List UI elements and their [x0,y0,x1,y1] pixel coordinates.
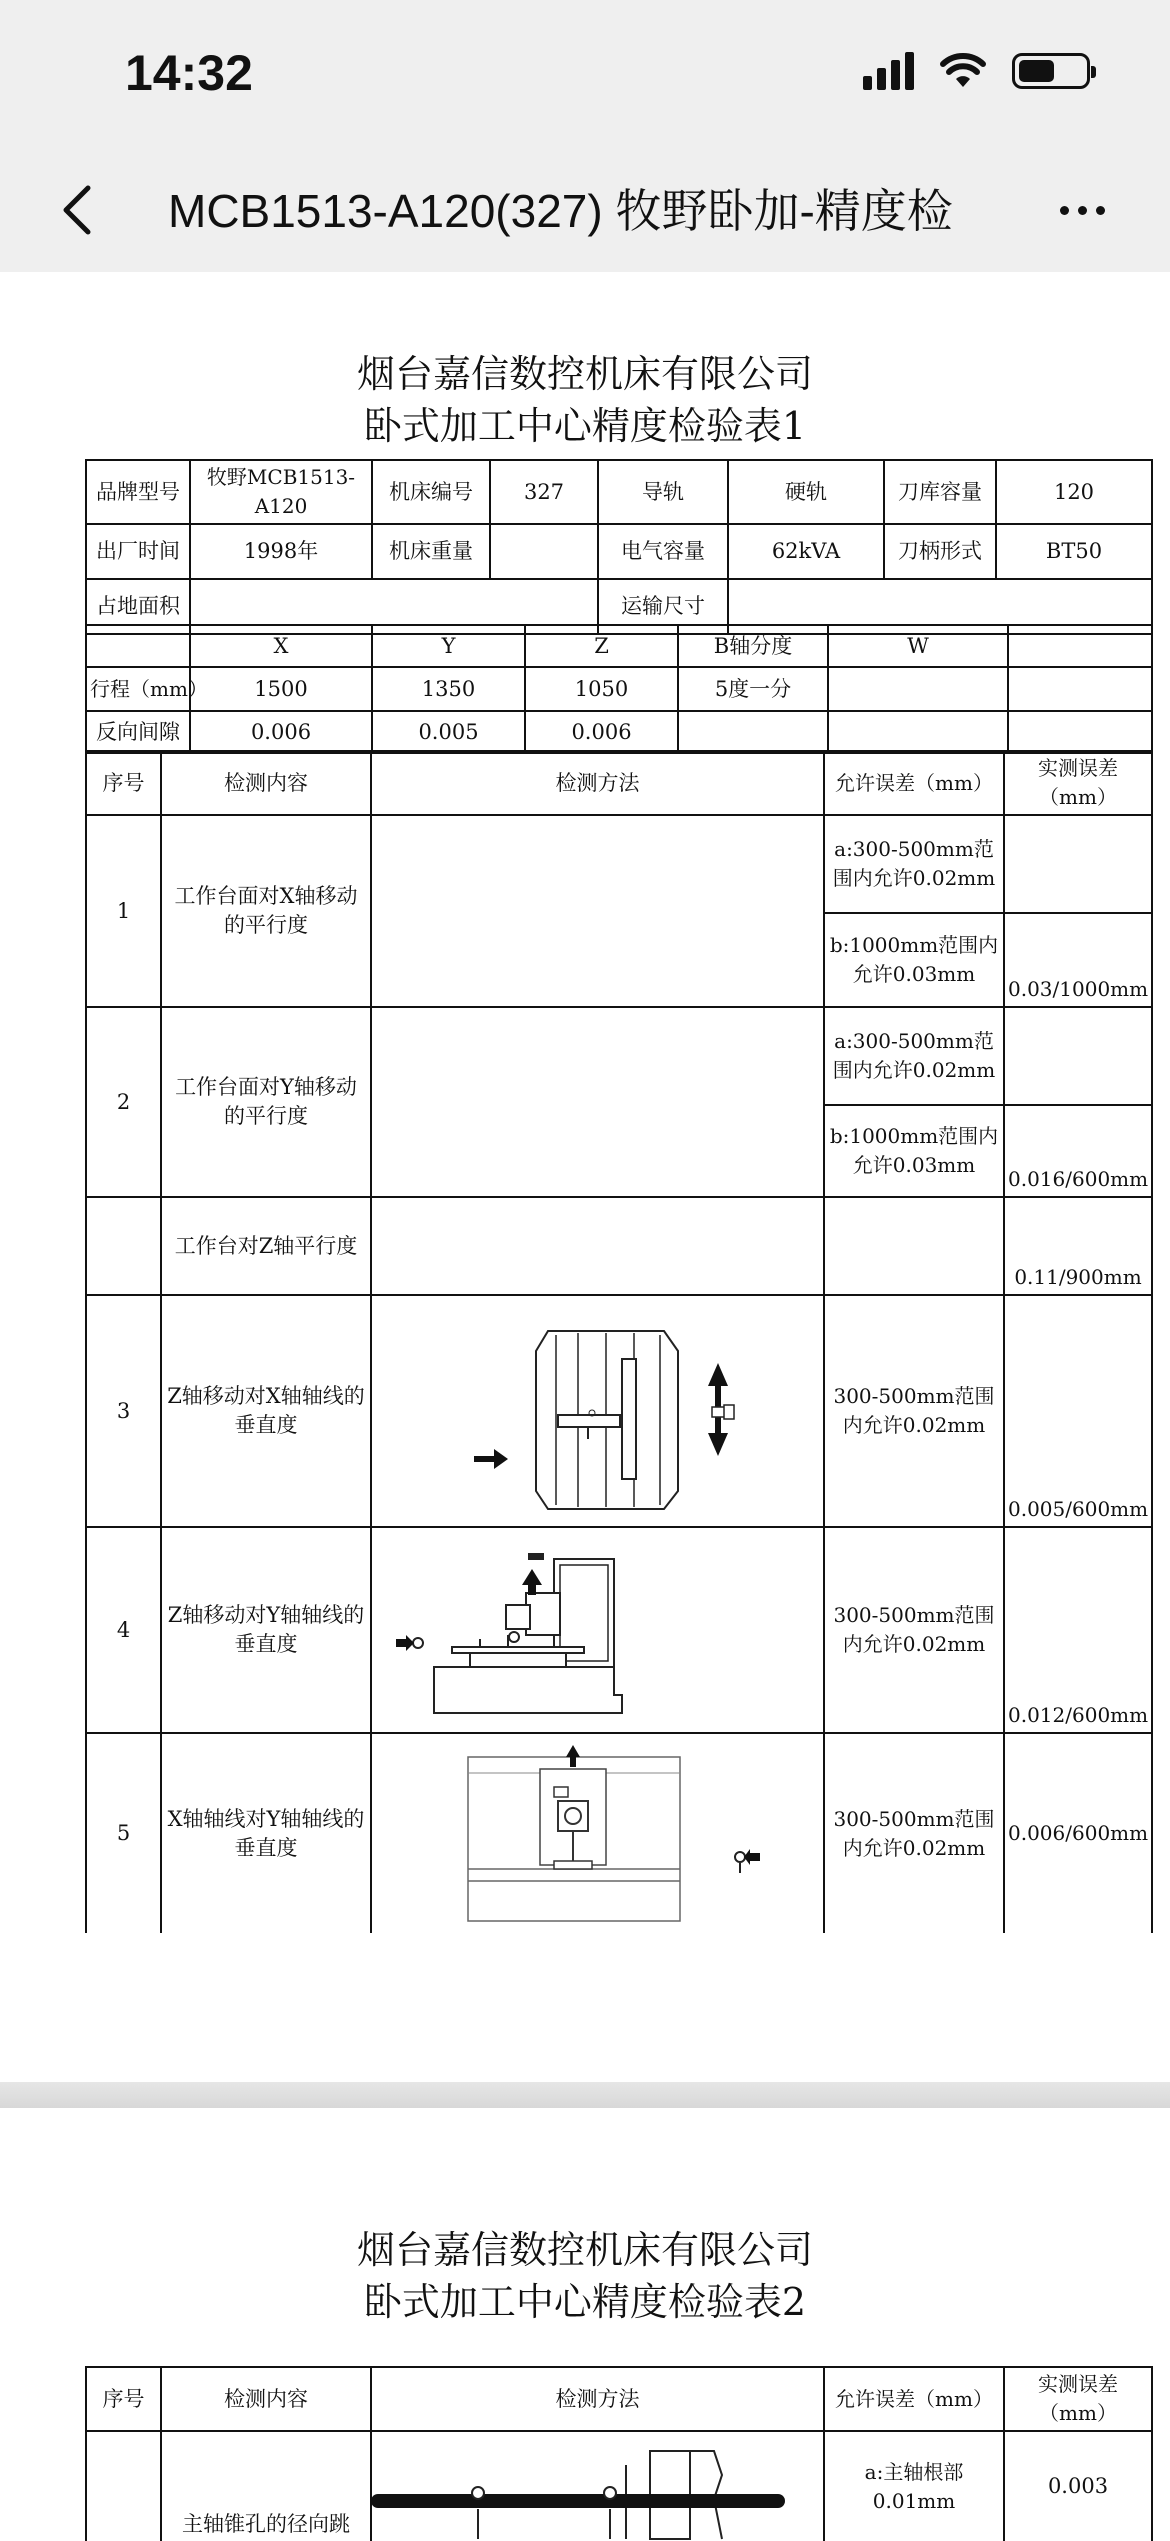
chevron-left-icon [62,184,92,236]
info-label-magazine: 刀库容量 [884,460,996,524]
row-tolerance-b: b:1000mm范围内允许0.03mm [824,913,1004,1007]
header-no: 序号 [86,2367,161,2431]
header-no: 序号 [86,751,161,815]
row-measured: 0.003 [1004,2431,1152,2541]
info-label-date: 出厂时间 [86,524,190,579]
backlash-y: 0.005 [372,711,525,753]
cellular-signal-icon [863,52,914,90]
row-method [371,1007,824,1197]
row-no: 4 [86,1527,161,1733]
header-tolerance: 允许误差（mm） [824,751,1004,815]
info-value-tool-holder: BT50 [996,524,1152,579]
header-tolerance: 允许误差（mm） [824,2367,1004,2431]
row-measured-a [1004,1007,1152,1105]
row-measured: 0.005/600mm [1004,1295,1152,1527]
row-measured: 0.012/600mm [1004,1527,1152,1733]
row-method-diagram [371,1733,824,1933]
z-x-perpendicularity-diagram [378,1301,818,1521]
stroke-y: 1350 [372,667,525,711]
row-tolerance-a: a:300-500mm范围内允许0.02mm [824,1007,1004,1105]
row-content: Z轴移动对Y轴轴线的垂直度 [161,1527,371,1733]
row-measured: 0.11/900mm [1004,1197,1152,1295]
spindle-runout-diagram [378,2435,818,2539]
axis-header-cell [1008,625,1152,667]
row-no: 3 [86,1295,161,1527]
stroke-label: 行程（mm） [86,667,190,711]
nav-bar [0,150,1170,272]
z-y-perpendicularity-diagram [378,1535,818,1725]
info-value-machine-no: 327 [490,460,598,524]
x-y-perpendicularity-diagram [378,1739,818,1929]
company-name: 烟台嘉信数控机床有限公司 [356,2228,813,2272]
wifi-icon [940,53,986,89]
stroke-b: 5度一分 [678,667,828,711]
info-value-date: 1998年 [190,524,372,579]
row-measured: 0.006/600mm [1004,1733,1152,1933]
nav-title: MCB1513-A120(327) 牧野卧加-精度检 [168,185,953,237]
row-content: 工作台面对X轴移动的平行度 [161,815,371,1007]
row-tolerance: 300-500mm范围内允许0.02mm [824,1295,1004,1527]
row-content: Z轴移动对X轴轴线的垂直度 [161,1295,371,1527]
battery-icon [1012,53,1090,89]
info-label-area: 占地面积 [86,579,190,634]
header-measured: 实测误差（mm） [1004,2367,1152,2431]
row-content: 工作台面对Y轴移动的平行度 [161,1007,371,1197]
stroke-z: 1050 [525,667,678,711]
status-icons [863,52,1090,90]
header-content: 检测内容 [161,751,371,815]
row-tolerance-a: a:300-500mm范围内允许0.02mm [824,815,1004,913]
header-method: 检测方法 [371,2367,824,2431]
backlash-x: 0.006 [190,711,372,753]
page-divider [0,2082,1170,2108]
status-time: 14:32 [125,45,253,101]
document-page-2 [0,2108,1170,2536]
backlash-z: 0.006 [525,711,678,753]
row-method [371,1197,824,1295]
axis-header-y: Y [372,625,525,667]
axis-header-z: Z [525,625,678,667]
row-tolerance-b: b:1000mm范围内允许0.03mm [824,1105,1004,1197]
axis-header-w: W [828,625,1008,667]
row-no [86,2431,161,2541]
row-method [371,815,824,1007]
info-label-machine-no: 机床编号 [372,460,490,524]
backlash-extra [1008,711,1152,753]
row-no: 5 [86,1733,161,1933]
inspection-table-2 [85,2366,1153,2541]
backlash-w [828,711,1008,753]
row-tolerance [824,1197,1004,1295]
row-tolerance: 300-500mm范围内允许0.02mm [824,1527,1004,1733]
more-options-button[interactable] [1042,180,1122,240]
header-content: 检测内容 [161,2367,371,2431]
inspection-table [85,750,1153,1933]
header-measured: 实测误差（mm） [1004,751,1152,815]
more-dot-icon [1060,206,1069,215]
row-no: 1 [86,815,161,1007]
row-measured-a [1004,815,1152,913]
stroke-extra [1008,667,1152,711]
machine-info-table [85,459,1153,635]
axis-table [85,624,1153,754]
info-label-tool-holder: 刀柄形式 [884,524,996,579]
backlash-b [678,711,828,753]
info-label-brand: 品牌型号 [86,460,190,524]
info-value-power: 62kVA [728,524,884,579]
axis-header-x: X [190,625,372,667]
axis-header-b: B轴分度 [678,625,828,667]
document-page-1 [0,272,1170,2082]
row-no [86,1197,161,1295]
info-label-power: 电气容量 [598,524,728,579]
row-method-diagram [371,2431,824,2541]
more-dot-icon [1078,206,1087,215]
sheet-title: 卧式加工中心精度检验表2 [363,2280,807,2324]
info-label-shipping: 运输尺寸 [598,579,728,634]
row-content: 主轴锥孔的径向跳 [161,2431,371,2541]
row-method-diagram [371,1527,824,1733]
info-label-guide-rail: 导轨 [598,460,728,524]
status-bar [0,0,1170,150]
backlash-label: 反向间隙 [86,711,190,753]
info-value-weight [490,524,598,579]
back-button[interactable] [42,170,112,250]
axis-header-cell [86,625,190,667]
info-value-magazine: 120 [996,460,1152,524]
header-method: 检测方法 [371,751,824,815]
stroke-x: 1500 [190,667,372,711]
more-dot-icon [1096,206,1105,215]
row-content: X轴轴线对Y轴轴线的垂直度 [161,1733,371,1933]
info-value-guide-rail: 硬轨 [728,460,884,524]
row-content: 工作台对Z轴平行度 [161,1197,371,1295]
row-tolerance: 300-500mm范围内允许0.02mm [824,1733,1004,1933]
sheet-title: 卧式加工中心精度检验表1 [363,404,807,448]
row-measured: 0.016/600mm [1004,1105,1152,1197]
info-label-weight: 机床重量 [372,524,490,579]
info-value-brand: 牧野MCB1513-A120 [190,460,372,524]
row-measured: 0.03/1000mm [1004,913,1152,1007]
company-name: 烟台嘉信数控机床有限公司 [356,352,813,396]
row-method-diagram [371,1295,824,1527]
row-no: 2 [86,1007,161,1197]
stroke-w [828,667,1008,711]
row-tolerance-a: a:主轴根部0.01mm [824,2431,1004,2541]
